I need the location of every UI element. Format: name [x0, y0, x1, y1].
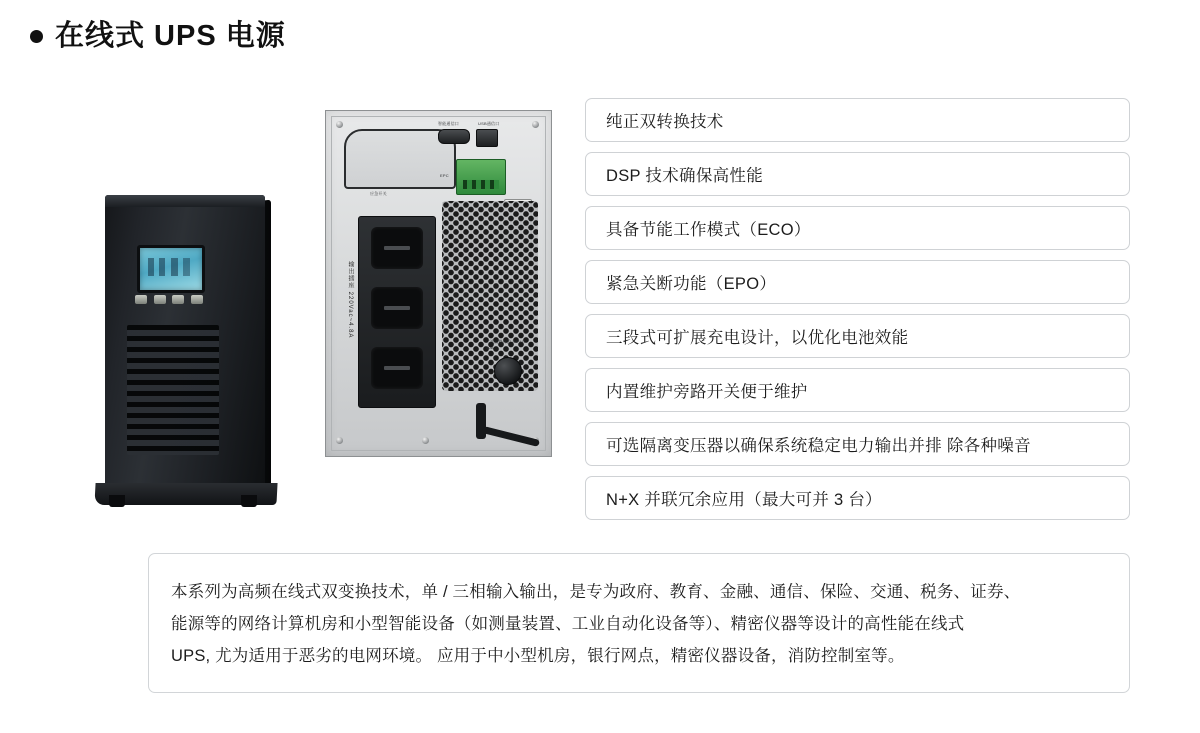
feature-item: DSP 技术确保高性能: [585, 152, 1130, 196]
output-socket-3: [371, 347, 423, 389]
rear-screw-bottom-center: [422, 437, 429, 444]
feature-item: 可选隔离变压器以确保系统稳定电力输出并排 除各种噪音: [585, 422, 1130, 466]
description-box: [148, 553, 1130, 693]
tower-foot-right: [241, 495, 257, 507]
page-title-text: 在线式 UPS 电源: [55, 20, 286, 52]
fan-grille: [442, 201, 538, 391]
feature-item: 紧急关断功能（EPO）: [585, 260, 1130, 304]
tower-lcd-display: [137, 245, 205, 293]
usb-port: [476, 129, 498, 147]
feature-item: 内置维护旁路开关便于维护: [585, 368, 1130, 412]
rear-screw-bottom-left: [336, 437, 343, 444]
rear-screw-top-right: [532, 121, 539, 128]
rear-label-usb-port: USB通信口: [478, 121, 500, 126]
rear-label-serial-port: 智能通信口: [438, 121, 459, 126]
output-socket-1: [371, 227, 423, 269]
rear-screw-top-left: [336, 121, 343, 128]
tower-button-1: [135, 295, 147, 304]
serial-port-db9: [438, 129, 470, 144]
feature-list: [585, 98, 1130, 530]
filled-circle-bullet-icon: [30, 30, 43, 43]
power-cable: [476, 403, 486, 439]
tower-button-3: [172, 295, 184, 304]
tower-button-2: [154, 295, 166, 304]
product-image-area: [60, 100, 560, 520]
rear-label-breaker: 二次回路保护 INPUT 30A: [486, 339, 526, 350]
description-line: 本系列为高频在线式双变换技术，单 / 三相输入输出，是专为政府、教育、金融、通信、保险、交通、税务、证券、: [171, 583, 1021, 601]
rear-label-epc: EPC: [440, 173, 449, 178]
feature-item: 纯正双转换技术: [585, 98, 1130, 142]
tower-control-buttons: [135, 295, 203, 304]
feature-item: 具备节能工作模式（ECO）: [585, 206, 1130, 250]
tower-vent-grille: [127, 325, 219, 455]
output-socket-2: [371, 287, 423, 329]
tower-foot-left: [109, 495, 125, 507]
feature-item: 三段式可扩展充电设计，以优化电池效能: [585, 314, 1130, 358]
tower-button-4: [191, 295, 203, 304]
page-title: [30, 22, 286, 51]
feature-item: N+X 并联冗余应用（最大可并 3 台）: [585, 476, 1130, 520]
circuit-breaker-knob: [494, 357, 522, 385]
output-socket-group: [358, 216, 436, 408]
tower-top-cap: [105, 195, 265, 207]
ups-rear-panel-view: [325, 110, 552, 457]
ups-tower-front-view: [95, 195, 280, 505]
terminal-block-green: [456, 159, 506, 195]
rear-label-outlet-rating: 输出插座 220Vac~4.8A: [347, 261, 353, 339]
description-line: 能源等的网络计算机房和小型智能设备（如测量装置、工业自动化设备等）、精密仪器等设计的高性能在线式: [171, 615, 965, 633]
description-line: UPS, 尤为适用于恶劣的电网环境。 应用于中小型机房，银行网点，精密仪器设备，消防控制室等。: [171, 647, 905, 665]
rear-label-emergency: 应急开关: [370, 191, 387, 196]
